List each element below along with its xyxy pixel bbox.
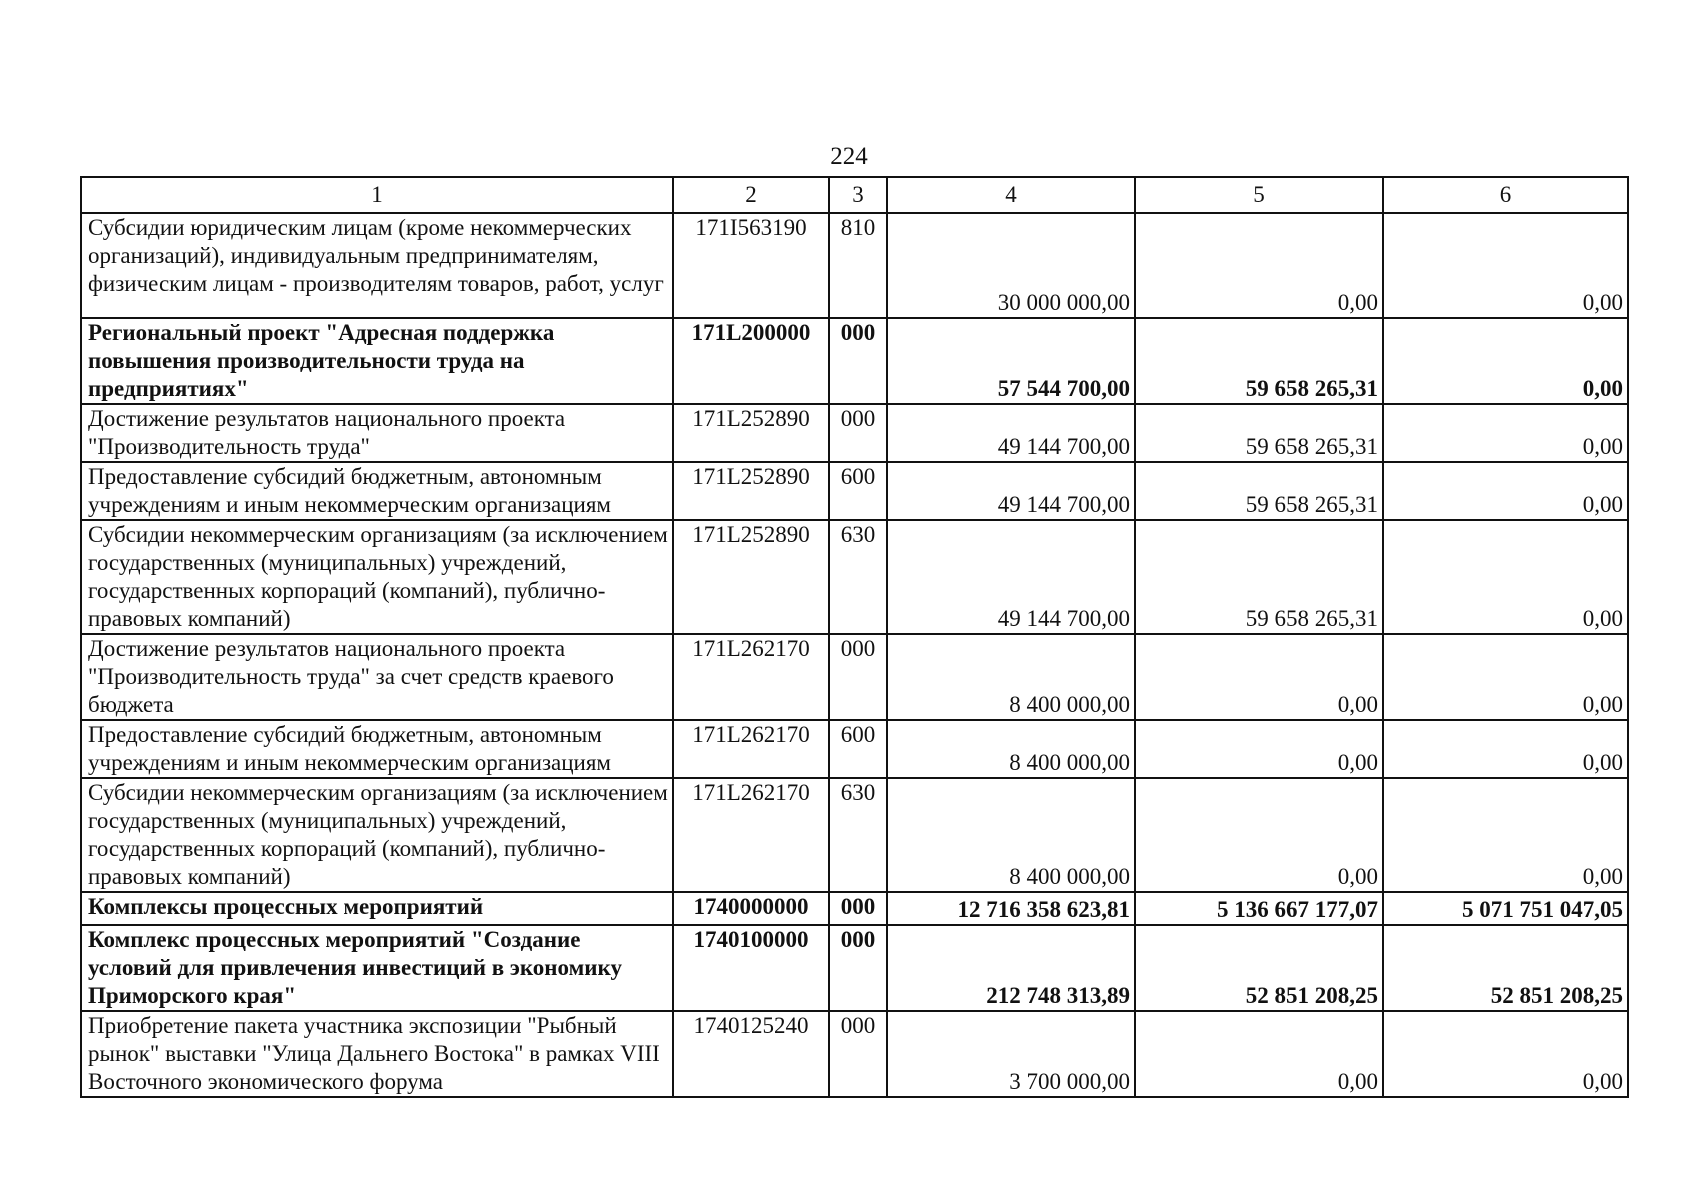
row-col6-value: 0,00	[1383, 778, 1628, 892]
header-cell: 5	[1135, 177, 1383, 213]
row-col4-value: 8 400 000,00	[887, 634, 1135, 720]
table-row	[81, 318, 1628, 404]
row-col4-value: 49 144 700,00	[887, 520, 1135, 634]
row-col4-value: 212 748 313,89	[887, 925, 1135, 1011]
row-col5-value: 0,00	[1135, 720, 1383, 778]
row-csr-cell: 171L252890	[673, 404, 829, 462]
row-col5-value: 59 658 265,31	[1135, 520, 1383, 634]
row-name-cell: Достижение результатов национального проекта "Производительность труда" за счет средств краевого бюджета	[81, 634, 673, 720]
header-cell: 3	[829, 177, 887, 213]
row-name-cell: Предоставление субсидий бюджетным, автономным учреждениям и иным некоммерческим организациям	[81, 720, 673, 778]
header-cell: 1	[81, 177, 673, 213]
row-vr-cell: 000	[829, 318, 887, 404]
budget-table	[80, 176, 1629, 1098]
row-col4-value: 12 716 358 623,81	[887, 892, 1135, 925]
row-col6-value: 0,00	[1383, 462, 1628, 520]
table-row	[81, 213, 1628, 318]
table-row	[81, 404, 1628, 462]
row-col6-value: 0,00	[1383, 318, 1628, 404]
row-col4-value: 8 400 000,00	[887, 778, 1135, 892]
row-col6-value: 52 851 208,25	[1383, 925, 1628, 1011]
table-row	[81, 778, 1628, 892]
row-col6-value: 5 071 751 047,05	[1383, 892, 1628, 925]
table-body	[81, 177, 1628, 1097]
row-col4-value: 3 700 000,00	[887, 1011, 1135, 1097]
row-vr-cell: 000	[829, 925, 887, 1011]
row-csr-cell: 1740100000	[673, 925, 829, 1011]
row-col4-value: 49 144 700,00	[887, 462, 1135, 520]
row-col5-value: 59 658 265,31	[1135, 404, 1383, 462]
row-vr-cell: 810	[829, 213, 887, 318]
table-row	[81, 720, 1628, 778]
row-name-cell: Субсидии некоммерческим организациям (за исключением государственных (муниципальных) учреждений, государственных корпораций (компаний), публично-правовых компаний)	[81, 778, 673, 892]
row-col5-value: 59 658 265,31	[1135, 462, 1383, 520]
row-vr-cell: 630	[829, 520, 887, 634]
row-csr-cell: 1740000000	[673, 892, 829, 925]
row-name-cell: Субсидии юридическим лицам (кроме некоммерческих организаций), индивидуальным предпринимателям, физическим лицам - производителям товаров, работ, услуг	[81, 213, 673, 318]
row-col5-value: 59 658 265,31	[1135, 318, 1383, 404]
row-name-cell: Приобретение пакета участника экспозиции "Рыбный рынок" выставки "Улица Дальнего Востока" в рамках VIII Восточного экономического форума	[81, 1011, 673, 1097]
row-col5-value: 0,00	[1135, 634, 1383, 720]
row-vr-cell: 000	[829, 892, 887, 925]
row-name-cell: Субсидии некоммерческим организациям (за исключением государственных (муниципальных) учреждений, государственных корпораций (компаний), публично-правовых компаний)	[81, 520, 673, 634]
row-csr-cell: 1740125240	[673, 1011, 829, 1097]
row-col5-value: 5 136 667 177,07	[1135, 892, 1383, 925]
row-vr-cell: 630	[829, 778, 887, 892]
row-vr-cell: 000	[829, 1011, 887, 1097]
table-row	[81, 520, 1628, 634]
row-col5-value: 0,00	[1135, 778, 1383, 892]
row-name-cell: Региональный проект "Адресная поддержка повышения производительности труда на предприятиях"	[81, 318, 673, 404]
row-vr-cell: 600	[829, 462, 887, 520]
row-col4-value: 30 000 000,00	[887, 213, 1135, 318]
row-col6-value: 0,00	[1383, 634, 1628, 720]
row-csr-cell: 171L200000	[673, 318, 829, 404]
row-col6-value: 0,00	[1383, 404, 1628, 462]
table-row	[81, 634, 1628, 720]
row-col5-value: 0,00	[1135, 213, 1383, 318]
page-number: 224	[830, 143, 868, 170]
row-col6-value: 0,00	[1383, 1011, 1628, 1097]
row-col4-value: 8 400 000,00	[887, 720, 1135, 778]
header-cell: 4	[887, 177, 1135, 213]
row-name-cell: Комплекс процессных мероприятий "Создание условий для привлечения инвестиций в экономику Приморского края"	[81, 925, 673, 1011]
row-name-cell: Предоставление субсидий бюджетным, автономным учреждениям и иным некоммерческим организациям	[81, 462, 673, 520]
row-csr-cell: 171L262170	[673, 634, 829, 720]
row-col5-value: 52 851 208,25	[1135, 925, 1383, 1011]
row-col6-value: 0,00	[1383, 720, 1628, 778]
row-col6-value: 0,00	[1383, 213, 1628, 318]
row-csr-cell: 171I563190	[673, 213, 829, 318]
row-col4-value: 49 144 700,00	[887, 404, 1135, 462]
row-name-cell: Комплексы процессных мероприятий	[81, 892, 673, 925]
table-row	[81, 892, 1628, 925]
table-header-row	[81, 177, 1628, 213]
row-col5-value: 0,00	[1135, 1011, 1383, 1097]
table-row	[81, 925, 1628, 1011]
header-cell: 6	[1383, 177, 1628, 213]
row-col6-value: 0,00	[1383, 520, 1628, 634]
row-vr-cell: 600	[829, 720, 887, 778]
row-csr-cell: 171L262170	[673, 778, 829, 892]
table-row	[81, 1011, 1628, 1097]
row-vr-cell: 000	[829, 404, 887, 462]
row-vr-cell: 000	[829, 634, 887, 720]
row-csr-cell: 171L252890	[673, 520, 829, 634]
row-col4-value: 57 544 700,00	[887, 318, 1135, 404]
row-csr-cell: 171L252890	[673, 462, 829, 520]
table-row	[81, 462, 1628, 520]
row-name-cell: Достижение результатов национального проекта "Производительность труда"	[81, 404, 673, 462]
header-cell: 2	[673, 177, 829, 213]
row-csr-cell: 171L262170	[673, 720, 829, 778]
